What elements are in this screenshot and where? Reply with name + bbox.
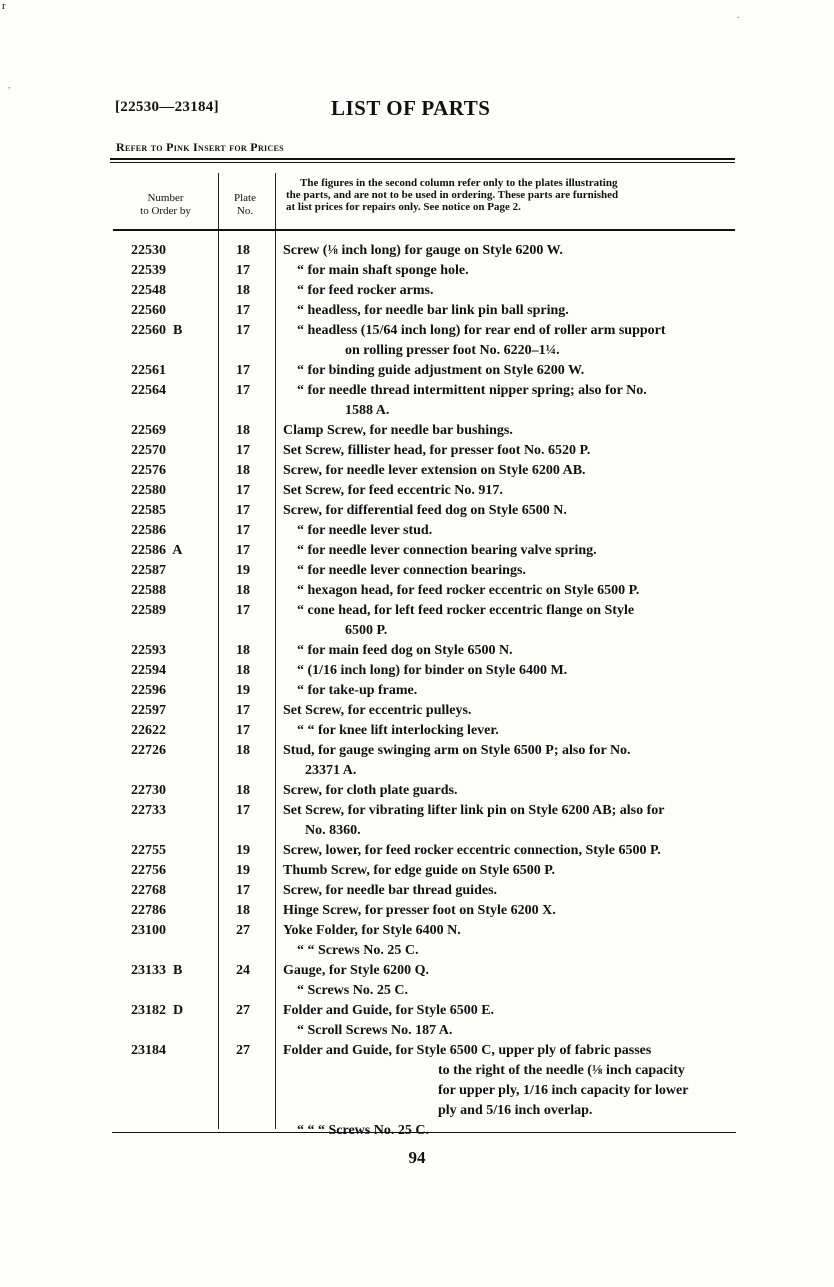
part-number: 22560 B — [131, 323, 183, 338]
plate-number: 18 — [236, 743, 250, 758]
description-line: “ “ for knee lift interlocking lever. — [297, 723, 499, 738]
part-description — [283, 741, 738, 781]
part-number: 22756 — [131, 863, 166, 878]
part-description — [283, 1041, 738, 1141]
column-header-note — [286, 177, 738, 213]
description-line: Set Screw, for vibrating lifter link pin on Style 6200 AB; also for — [283, 803, 665, 818]
plate-number: 18 — [236, 463, 250, 478]
column-header-number — [128, 192, 203, 218]
plate-number: 17 — [236, 263, 250, 278]
plate-number: 17 — [236, 523, 250, 538]
header-rule — [113, 229, 735, 231]
plate-number: 27 — [236, 1043, 250, 1058]
corner-dot: . — [737, 10, 740, 20]
description-line: No. 8360. — [305, 823, 361, 838]
part-number: 22597 — [131, 703, 166, 718]
plate-number: 18 — [236, 283, 250, 298]
part-number: 22596 — [131, 683, 166, 698]
description-line: Gauge, for Style 6200 Q. — [283, 963, 429, 978]
description-line: “ “ Screws No. 25 C. — [297, 943, 419, 958]
part-description — [283, 561, 738, 581]
description-line: “ for main feed dog on Style 6500 N. — [297, 643, 513, 658]
part-number: 22560 — [131, 303, 166, 318]
plate-number: 17 — [236, 603, 250, 618]
part-description — [283, 581, 738, 601]
description-line: “ for needle lever connection bearings. — [297, 563, 526, 578]
part-description — [283, 481, 738, 501]
part-number: 22587 — [131, 563, 166, 578]
part-description — [283, 241, 738, 261]
column-divider-number — [218, 173, 219, 1129]
description-line: Clamp Screw, for needle bar bushings. — [283, 423, 513, 438]
part-description — [283, 441, 738, 461]
part-number: 22548 — [131, 283, 166, 298]
part-range-header: [22530—23184] — [115, 99, 219, 115]
part-description — [283, 601, 738, 641]
description-line: “ hexagon head, for feed rocker eccentric on Style 6500 P. — [297, 583, 640, 598]
plate-number: 18 — [236, 663, 250, 678]
part-number: 22593 — [131, 643, 166, 658]
plate-number: 17 — [236, 323, 250, 338]
part-description — [283, 961, 738, 1001]
description-line: “ for main shaft sponge hole. — [297, 263, 469, 278]
plate-number: 17 — [236, 443, 250, 458]
part-description — [283, 361, 738, 381]
part-number: 23182 D — [131, 1003, 184, 1018]
description-line: ply and 5/16 inch overlap. — [438, 1103, 593, 1118]
part-number: 22726 — [131, 743, 166, 758]
corner-mark: r — [2, 0, 6, 12]
page-number: 94 — [408, 1148, 426, 1167]
part-number: 22586 — [131, 523, 166, 538]
part-number: 22768 — [131, 883, 166, 898]
price-note: Refer to Pink Insert for Prices — [116, 140, 284, 154]
part-number: 22580 — [131, 483, 166, 498]
part-description — [283, 381, 738, 421]
part-description — [283, 681, 738, 701]
plate-number: 19 — [236, 563, 250, 578]
plate-number: 18 — [236, 423, 250, 438]
column-divider-plate — [275, 173, 276, 1129]
part-description — [283, 801, 738, 841]
description-line: Hinge Screw, for presser foot on Style 6200 X. — [283, 903, 556, 918]
part-number: 22594 — [131, 663, 166, 678]
plate-number: 19 — [236, 863, 250, 878]
part-number: 23100 — [131, 923, 166, 938]
plate-number: 27 — [236, 923, 250, 938]
part-description — [283, 281, 738, 301]
description-line: Folder and Guide, for Style 6500 C, upper ply of fabric passes — [283, 1043, 652, 1058]
plate-number: 17 — [236, 503, 250, 518]
description-line: Screw (⅛ inch long) for gauge on Style 6200 W. — [283, 243, 563, 258]
plate-number: 24 — [236, 963, 250, 978]
column-header-number-line1: Number — [147, 192, 184, 204]
part-description — [283, 841, 738, 861]
description-line: “ for feed rocker arms. — [297, 283, 434, 298]
part-description — [283, 461, 738, 481]
plate-number: 17 — [236, 803, 250, 818]
description-line: Set Screw, for eccentric pulleys. — [283, 703, 472, 718]
part-description — [283, 721, 738, 741]
plate-number: 17 — [236, 723, 250, 738]
description-line: “ cone head, for left feed rocker eccentric flange on Style — [297, 603, 635, 618]
description-line: “ Scroll Screws No. 187 A. — [297, 1023, 453, 1038]
top-rule-thin — [110, 162, 735, 163]
part-number: 22786 — [131, 903, 166, 918]
part-number: 22622 — [131, 723, 166, 738]
plate-number: 18 — [236, 903, 250, 918]
description-line: on rolling presser foot No. 6220–1¼. — [345, 343, 560, 358]
plate-number: 18 — [236, 243, 250, 258]
description-line: Screw, lower, for feed rocker eccentric connection, Style 6500 P. — [283, 843, 661, 858]
plate-number: 17 — [236, 383, 250, 398]
bottom-rule — [112, 1132, 736, 1133]
description-line: for upper ply, 1/16 inch capacity for lower — [438, 1083, 689, 1098]
plate-number: 19 — [236, 683, 250, 698]
part-number: 22570 — [131, 443, 166, 458]
part-number: 23133 B — [131, 963, 183, 978]
part-description — [283, 861, 738, 881]
description-line: Screw, for cloth plate guards. — [283, 783, 458, 798]
plate-number: 18 — [236, 643, 250, 658]
description-line: 23371 A. — [305, 763, 357, 778]
column-header-number-line2: to Order by — [140, 205, 191, 217]
description-line: Folder and Guide, for Style 6500 E. — [283, 1003, 495, 1018]
plate-number: 17 — [236, 703, 250, 718]
part-description — [283, 501, 738, 521]
plate-number: 19 — [236, 843, 250, 858]
part-description — [283, 421, 738, 441]
description-line: 1588 A. — [345, 403, 390, 418]
part-description — [283, 881, 738, 901]
description-line: “ headless (15/64 inch long) for rear end of roller arm support — [297, 323, 666, 338]
description-line: Set Screw, for feed eccentric No. 917. — [283, 483, 503, 498]
part-description — [283, 781, 738, 801]
description-line: “ for binding guide adjustment on Style 6200 W. — [297, 363, 585, 378]
part-description — [283, 541, 738, 561]
description-line: “ for needle lever connection bearing valve spring. — [297, 543, 597, 558]
part-description — [283, 1001, 738, 1041]
description-line: Stud, for gauge swinging arm on Style 6500 P; also for No. — [283, 743, 631, 758]
plate-number: 17 — [236, 883, 250, 898]
plate-number: 18 — [236, 583, 250, 598]
part-number: 22585 — [131, 503, 166, 518]
plate-number: 18 — [236, 783, 250, 798]
description-line: Yoke Folder, for Style 6400 N. — [283, 923, 461, 938]
part-number: 22586 A — [131, 543, 183, 558]
column-header-note-line2: the parts, and are not to be used in ordering. These parts are furnished — [286, 189, 619, 201]
part-number: 22569 — [131, 423, 166, 438]
column-header-plate-line2: No. — [236, 205, 254, 217]
description-line: “ for needle thread intermittent nipper spring; also for No. — [297, 383, 647, 398]
description-line: Thumb Screw, for edge guide on Style 6500 P. — [283, 863, 555, 878]
part-description — [283, 521, 738, 541]
plate-number: 27 — [236, 1003, 250, 1018]
part-description — [283, 921, 738, 961]
column-header-note-line1: The figures in the second column refer only to the plates illustrating — [300, 177, 618, 189]
description-line: Screw, for needle lever extension on Style 6200 AB. — [283, 463, 586, 478]
plate-number: 17 — [236, 543, 250, 558]
plate-number: 17 — [236, 303, 250, 318]
part-number: 22530 — [131, 243, 166, 258]
part-number: 22564 — [131, 383, 166, 398]
description-line: Screw, for differential feed dog on Style 6500 N. — [283, 503, 567, 518]
column-header-plate — [225, 192, 265, 218]
part-number: 22755 — [131, 843, 166, 858]
description-line: to the right of the needle (⅛ inch capacity — [438, 1063, 685, 1078]
part-number: 22733 — [131, 803, 166, 818]
part-number: 22589 — [131, 603, 166, 618]
part-number: 22576 — [131, 463, 166, 478]
page-title: LIST OF PARTS — [331, 96, 491, 120]
top-rule — [110, 158, 735, 160]
description-line: 6500 P. — [345, 623, 388, 638]
description-line: “ “ “ Screws No. 25 C. — [297, 1123, 429, 1138]
part-description — [283, 701, 738, 721]
part-description — [283, 321, 738, 361]
part-description — [283, 661, 738, 681]
plate-number: 17 — [236, 483, 250, 498]
description-line: “ headless, for needle bar link pin ball spring. — [297, 303, 569, 318]
description-line: “ (1/16 inch long) for binder on Style 6400 M. — [297, 663, 568, 678]
column-header-note-line3: at list prices for repairs only. See notice on Page 2. — [286, 201, 521, 213]
description-line: Screw, for needle bar thread guides. — [283, 883, 498, 898]
part-number: 22561 — [131, 363, 166, 378]
part-description — [283, 901, 738, 921]
description-line: “ for take-up frame. — [297, 683, 418, 698]
column-header-plate-line1: Plate — [234, 192, 256, 204]
plate-number: 17 — [236, 363, 250, 378]
margin-dot: , — [8, 80, 11, 90]
part-number: 22539 — [131, 263, 166, 278]
part-number: 23184 — [131, 1043, 166, 1058]
part-description — [283, 261, 738, 281]
part-description — [283, 301, 738, 321]
description-line: “ for needle lever stud. — [297, 523, 433, 538]
description-line: “ Screws No. 25 C. — [297, 983, 408, 998]
part-number: 22730 — [131, 783, 166, 798]
description-line: Set Screw, fillister head, for presser foot No. 6520 P. — [283, 443, 591, 458]
part-description — [283, 641, 738, 661]
part-number: 22588 — [131, 583, 166, 598]
